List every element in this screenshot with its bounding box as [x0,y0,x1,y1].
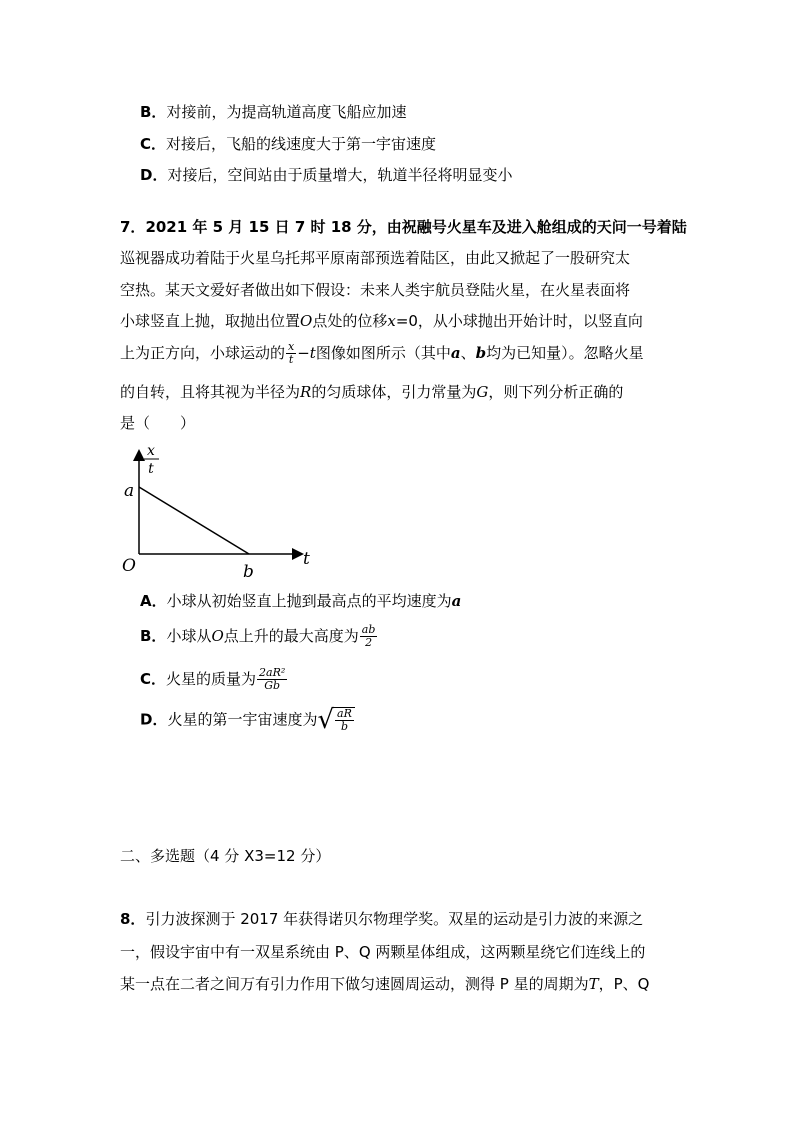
option-d-q6 [140,164,512,186]
option-b-q7 [140,624,378,649]
x-axis-label: t [303,549,310,569]
option-b-q6 [140,101,406,123]
variable-t: T [588,975,599,993]
variable-o: O [300,312,313,330]
variable-r: R [300,383,312,401]
fraction-ar-over-b [335,708,354,733]
variable-a: a [450,344,461,362]
option-letter: C． [140,135,167,153]
fraction-denominator: t [288,353,294,366]
q7-text: 是（ ） [120,414,196,432]
q8-text: ，P、Q [598,975,650,993]
option-letter: D． [140,710,168,729]
option-text: 点上升的最大高度为 [223,627,359,645]
option-text: 对接后，飞船的线速度大于第一宇宙速度 [166,135,437,153]
fraction-denominator: 2 [365,636,373,649]
q8-line-2 [120,941,645,963]
fraction-denominator: b [340,720,348,733]
option-text: 对接后，空间站由于质量增大，轨道半径将明显变小 [167,166,513,184]
question-number: 7． [120,218,146,236]
q8-text: 引力波探测于 2017 年获得诺贝尔物理学奖。双星的运动是引力波的来源之 [145,910,644,928]
q7-line-3 [120,279,630,301]
variable-o: O [211,627,224,645]
q7-text: =0，从小球抛出开始计时，以竖直向 [395,312,643,330]
fraction-numerator: aR [337,707,352,720]
q7-text: 小球竖直上抛，取抛出位置 [120,312,301,330]
q8-line-3 [120,973,649,995]
q7-text: 均为已知量）。忽略火星 [486,344,644,362]
question-number: 8． [120,910,146,928]
option-letter: C． [140,670,167,688]
fraction-ab-over-2 [360,624,378,649]
fraction-numerator: ab [361,623,376,636]
q7-line-6 [120,381,623,403]
q8-text: 某一点在二者之间万有引力作用下做匀速圆周运动，测得 P 星的周期为 [120,975,589,993]
fraction-mass [257,667,287,692]
q7-line-4 [120,310,643,332]
q7-text: 、 [460,344,476,362]
variable-a: a [451,592,462,610]
q7-line-2 [120,247,630,269]
y-intercept-label: a [124,481,135,501]
x-intercept-label: b [243,562,254,580]
q7-text: 的自转，且将其视为半径为 [120,383,301,401]
q7-text: 图像如图所示（其中 [315,344,451,362]
option-text: 小球从初始竖直上抛到最高点的平均速度为 [166,592,452,610]
q7-text: 上为正方向，小球运动的 [120,344,286,362]
option-a-q7 [140,590,461,612]
fraction-numerator: x [288,340,295,353]
q7-text: 巡视器成功着陆于火星乌托邦平原南部预选着陆区，由此又掀起了一股研究太 [120,249,631,267]
y-label-numerator: x [147,443,155,459]
option-text: 火星的质量为 [166,670,257,688]
sqrt-expression [317,707,354,733]
q7-text: 点处的位移 [312,312,388,330]
option-c-q7 [140,667,288,692]
q7-line-5 [120,341,644,366]
option-letter: D． [140,166,168,184]
q7-text: 的匀质球体，引力常量为 [311,383,477,401]
q8-line-1 [120,908,643,930]
option-c-q6 [140,133,436,155]
y-label-denominator: t [148,461,154,477]
option-text: 对接前，为提高轨道高度飞船应加速 [166,103,407,121]
xt-t-graph [118,440,318,580]
option-letter: B． [140,627,167,645]
fraction-x-over-t [286,341,296,366]
variable-b: b [475,344,487,362]
fraction-denominator: Gb [264,679,281,692]
section-title [120,845,330,867]
sqrt-radicand [334,707,355,733]
sqrt-sign: √ [317,705,335,735]
q7-text: 空热。某天文爱好者做出如下假设：未来人类宇航员登陆火星，在火星表面将 [120,281,631,299]
variable-x: x [387,312,396,330]
option-letter: B． [140,103,167,121]
q7-text: 2021 年 5 月 15 日 7 时 18 分，由祝融号火星车及进入舱组成的天问一号着陆 [145,218,687,236]
option-text: 小球从 [166,627,212,645]
q8-text: 一，假设宇宙中有一双星系统由 P、Q 两颗星体组成，这两颗星绕它们连线上的 [120,943,646,961]
option-d-q7 [140,707,355,733]
option-letter: A． [140,592,167,610]
option-text: 火星的第一宇宙速度为 [167,710,318,729]
q7-text: ，则下列分析正确的 [488,383,624,401]
section-title-text: 二、多选题（4 分 X3=12 分） [120,847,331,865]
fraction-numerator: 2aR² [259,666,286,679]
graph-line [139,487,249,554]
variable-g: G [476,383,489,401]
q7-line-1 [120,216,687,238]
variable-t: −t [297,344,316,362]
origin-label: O [122,556,136,576]
q7-line-7 [120,412,195,434]
